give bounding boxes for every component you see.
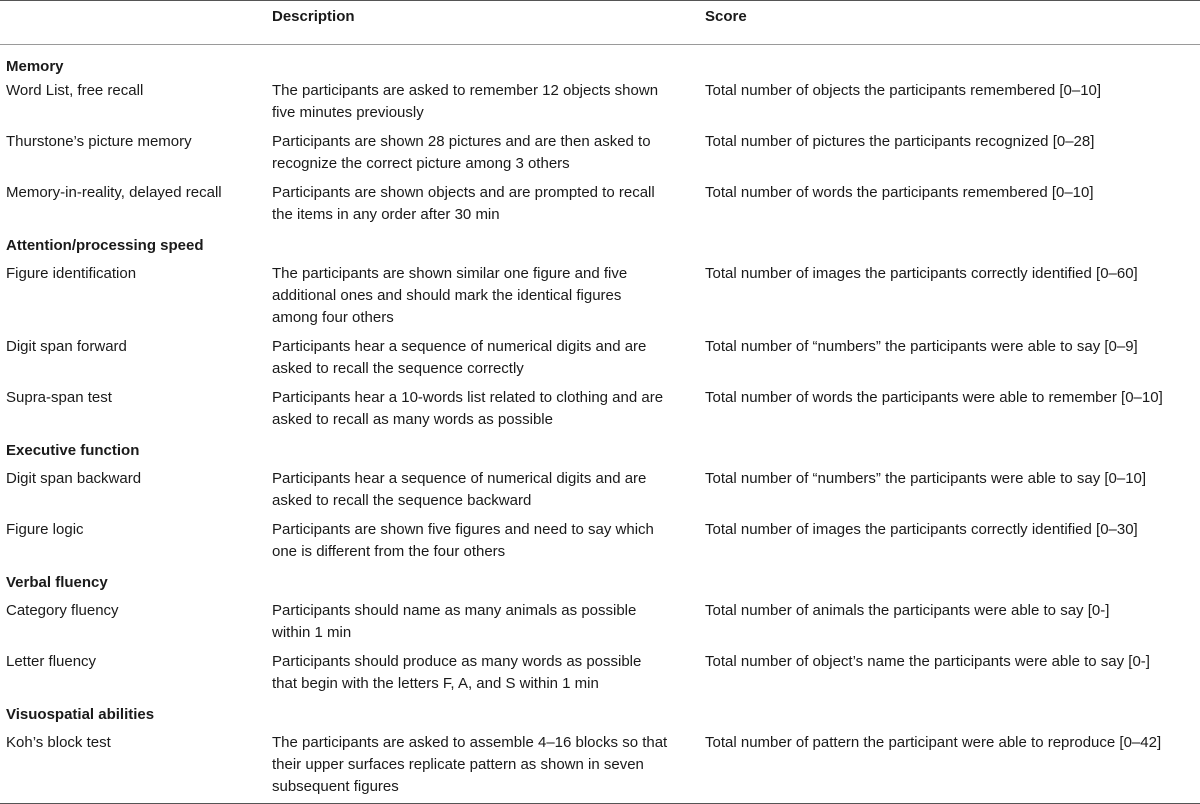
table-row — [0, 129, 1200, 180]
section-title: Verbal fluency — [6, 574, 108, 591]
test-name: Figure logic — [6, 521, 84, 538]
test-score: Total number of images the participants correctly identified [0–60] — [705, 265, 1138, 282]
table-row — [0, 598, 1200, 649]
test-description: Participants are shown objects and are prompted to recall the items in any order after 30 min — [272, 184, 655, 223]
table-row — [0, 466, 1200, 517]
test-name: Digit span forward — [6, 338, 127, 355]
test-description: Participants hear a sequence of numerical digits and are asked to recall the sequence correctly — [272, 338, 647, 377]
test-name: Koh’s block test — [0, 730, 266, 804]
test-score: Total number of images the participants correctly identified [0–30] — [705, 521, 1138, 538]
test-description: Participants should name as many animals as possible within 1 min — [272, 602, 637, 641]
test-name: Supra-span test — [6, 389, 112, 406]
test-description: The participants are asked to remember 12 objects shown five minutes previously — [272, 82, 659, 121]
section-title: Visuospatial abilities — [6, 706, 155, 723]
test-name: Letter fluency — [6, 653, 97, 670]
test-name: Thurstone’s picture memory — [6, 133, 192, 150]
test-description: Participants are shown 28 pictures and are then asked to recognize the correct picture among 3 others — [272, 133, 651, 172]
test-score: Total number of “numbers” the participants were able to say [0–10] — [705, 470, 1147, 487]
section-title: Executive function — [6, 442, 140, 459]
test-description: Participants hear a 10-words list related to clothing and are asked to recall as many words as possible — [272, 389, 664, 428]
table-row — [0, 261, 1200, 334]
test-name: Memory-in-reality, delayed recall — [6, 184, 222, 201]
table-row — [0, 649, 1200, 700]
test-score: Total number of words the participants were able to remember [0–10] — [705, 389, 1163, 406]
test-score: Total number of pattern the participant were able to reproduce [0–42] — [699, 730, 1200, 804]
test-description: The participants are shown similar one figure and five additional ones and should mark the identical figures among four others — [272, 265, 628, 326]
header-description: Description — [266, 1, 699, 45]
test-name: Digit span backward — [6, 470, 142, 487]
test-name: Word List, free recall — [6, 82, 144, 99]
header-score: Score — [699, 1, 1200, 45]
test-score: Total number of “numbers” the participants were able to say [0–9] — [705, 338, 1138, 355]
header-test — [0, 1, 266, 45]
table-row — [0, 517, 1200, 568]
section-title: Memory — [6, 58, 64, 75]
section-row-attention — [0, 231, 1200, 261]
test-description: The participants are asked to assemble 4–16 blocks so that their upper surfaces replicate pattern as shown in seven subsequent figures — [266, 730, 699, 804]
test-description: Participants hear a sequence of numerical digits and are asked to recall the sequence backward — [272, 470, 647, 509]
test-description: Participants are shown five figures and need to say which one is different from the four others — [272, 521, 654, 560]
table-row — [0, 78, 1200, 129]
table-row — [0, 334, 1200, 385]
test-score: Total number of pictures the participants recognized [0–28] — [705, 133, 1095, 150]
section-row-visuospatial — [0, 700, 1200, 730]
section-title: Attention/processing speed — [6, 237, 204, 254]
test-score: Total number of words the participants remembered [0–10] — [705, 184, 1094, 201]
table-row — [0, 730, 1200, 804]
table-row — [0, 385, 1200, 436]
table-row — [0, 180, 1200, 231]
section-row-verbal — [0, 568, 1200, 598]
section-row-memory — [0, 45, 1200, 79]
section-row-executive — [0, 436, 1200, 466]
test-name: Figure identification — [6, 265, 137, 282]
test-description: Participants should produce as many words as possible that begin with the letters F, A, and S within 1 min — [272, 653, 642, 692]
header-row — [0, 1, 1200, 45]
test-score: Total number of object’s name the participants were able to say [0-] — [705, 653, 1150, 670]
test-name: Category fluency — [6, 602, 119, 619]
test-score: Total number of objects the participants remembered [0–10] — [705, 82, 1102, 99]
test-score: Total number of animals the participants were able to say [0-] — [705, 602, 1110, 619]
